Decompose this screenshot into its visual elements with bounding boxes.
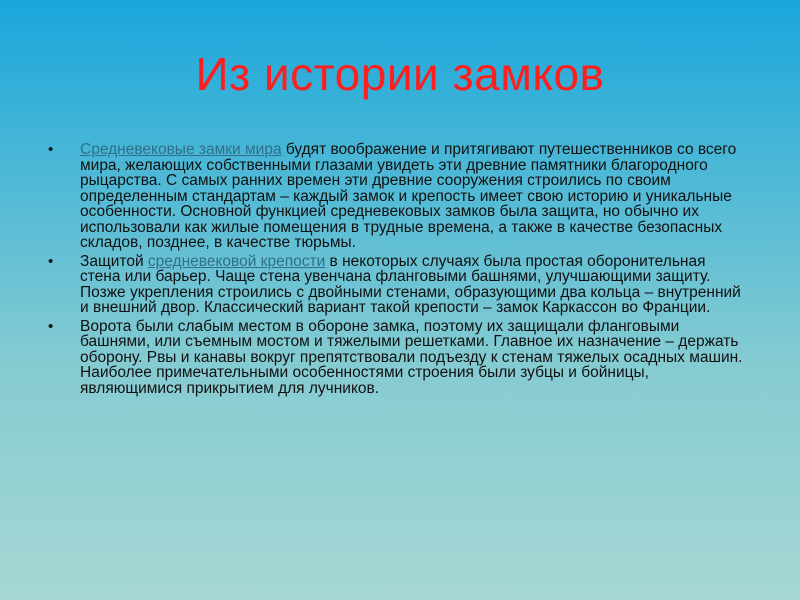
bullet-dot-icon: • — [48, 252, 54, 270]
bullet-item-1 — [44, 142, 744, 251]
bullet-dot-icon: • — [48, 141, 54, 158]
bullet-item-3 — [44, 319, 744, 397]
bullet-text-2-after: в некоторых случаях была простая оборонительная стена или барьер. Чаще стена увенчана фланговыми башнями, улучшающими защиту. Позже укрепления строились с двойными стенами, образующими два кольца – внутренний и внешний двор. Классический вариант такой крепости – замок Каркассон во Франции. — [80, 252, 741, 316]
bullet-list — [44, 142, 744, 399]
bullet-item-2 — [44, 254, 744, 316]
link-medieval-fortress[interactable]: средневековой крепости — [147, 252, 326, 270]
slide-title: Из истории замков — [195, 48, 605, 100]
bullet-dot-icon: • — [48, 317, 54, 335]
bullet-text-2-before: Защитой — [80, 252, 148, 270]
link-medieval-castles[interactable]: Средневековые замки мира — [80, 141, 282, 158]
bullet-text-1: будят воображение и притягивают путешественников со всего мира, желающих собственными глазами увидеть эти древние памятники благородного рыцарства. С самых ранних времен эти древние сооружения строились по своим определенным стандартам – каждый замок и крепость имеет свою историю и уникальные особенности. Основной функцией средневековых замков была защита, но обычно их использовали как жилые помещения в трудные времена, а также в качестве безопасных складов, позднее, в качестве тюрьмы. — [80, 141, 737, 251]
bullet-text-3: Ворота были слабым местом в обороне замка, поэтому их защищали фланговыми башнями, или съемным мостом и тяжелыми решетками. Главное их назначение – держать оборону. Рвы и канавы вокруг препятствовали подъезду к стенам тяжелых осадных машин. Наиболее примечательными особенностями строения были зубцы и бойницы, являющимися прикрытием для лучников. — [80, 317, 743, 397]
